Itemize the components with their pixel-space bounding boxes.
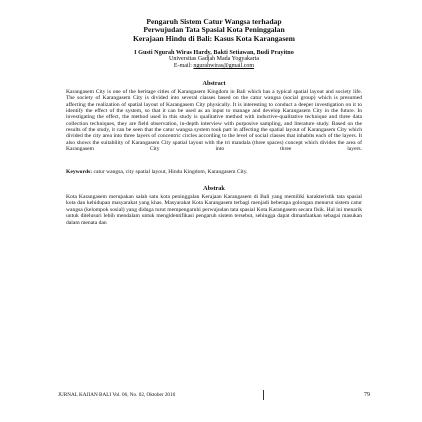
title-line: Perwujudan Tata Spasial Kota Peninggalan	[143, 25, 285, 35]
email-line	[58, 63, 370, 70]
abstract-text: Karangasem City is one of the heritage cities of Karangasem Kingdom in Bali which has a typical spatial layout and society life. The society of Karangasem City is divided into several classes based on the catur wangsa (social group) which is presumed affecting the realization of spatial layout of Karangasem City physically. It is interesting to conduct a deeper investigation on it to identify the effect of the system, so that it can be used as an input to manage and develop Karangasem City in the future. In investigating the effect, the method used in this study is qualitative method with inductive-qualitative technique and three data collection techniques, they are field observation, in-depth interview with purposive sampling, and literature study. Based on the results of the study, it can be seen that the catur wangsa system took part in affecting the spatial layout of Karangasem City which divided the city area into three layers of concentric circles according to the level of social classes that inhabits each of the layers. It also shows the suitability of Karangasem City spatial layout with the tri mandala (three spaces) concept which divides the area of Karangasem City into three layers.	[66, 88, 362, 152]
title-line: Pengaruh Sistem Catur Wangsa terhadap	[146, 17, 282, 26]
email-link[interactable]: ngurahwiras@gmail.com	[193, 63, 255, 70]
keywords-line	[66, 169, 362, 175]
email-label: E-mail:	[173, 63, 192, 70]
abstrak-heading: Abstrak	[203, 185, 225, 192]
footer-divider	[263, 390, 264, 400]
abstrak-text: Kota Karangasem merupakan salah satu kota peninggalan Kerajaan Karangasem di Bali yang memiliki karakteristik tata spasial kota dan kehidupan masyarakat yang khas. Masyarakat Kota Karangasem terbagi menjadi beberapa golongan menurut sistem catur wangsa (kelompok sosial) yang diduga turut mempengaruhi perwujudan tata spasial Kota Karangasem secara fisik. Hal ini menarik untuk ditelusuri lebih mendalam untuk mengidentifikasi pengaruh sistem tersebut, sehingga dapat dimanfaatkan sebagai masukan dalam menata dan	[66, 194, 362, 226]
journal-name: JURNAL KAJIAN BALI Vol. 06, No. 02, Oktober 2016	[58, 392, 176, 398]
author-list: I Gusti Ngurah Wiras Hardy, Bakti Setiawan, Budi Prayitno	[134, 49, 294, 57]
footer-left	[58, 390, 264, 400]
keywords-text: catur wangsa, city spatial layout, Hindu Kingdom, Karangasem City.	[93, 168, 248, 175]
abstract-block	[66, 89, 362, 159]
abstract-heading: Abstract	[202, 79, 226, 87]
page-number: 79	[364, 392, 370, 398]
keywords-label: Keywords:	[66, 168, 93, 175]
paper-title	[58, 18, 370, 43]
page-footer	[58, 390, 370, 400]
affiliation: Universitas Gadjah Mada Yogyakarta	[169, 56, 259, 63]
title-line: Kerajaan Hindu di Bali: Kasus Kota Karangasem	[132, 33, 296, 43]
